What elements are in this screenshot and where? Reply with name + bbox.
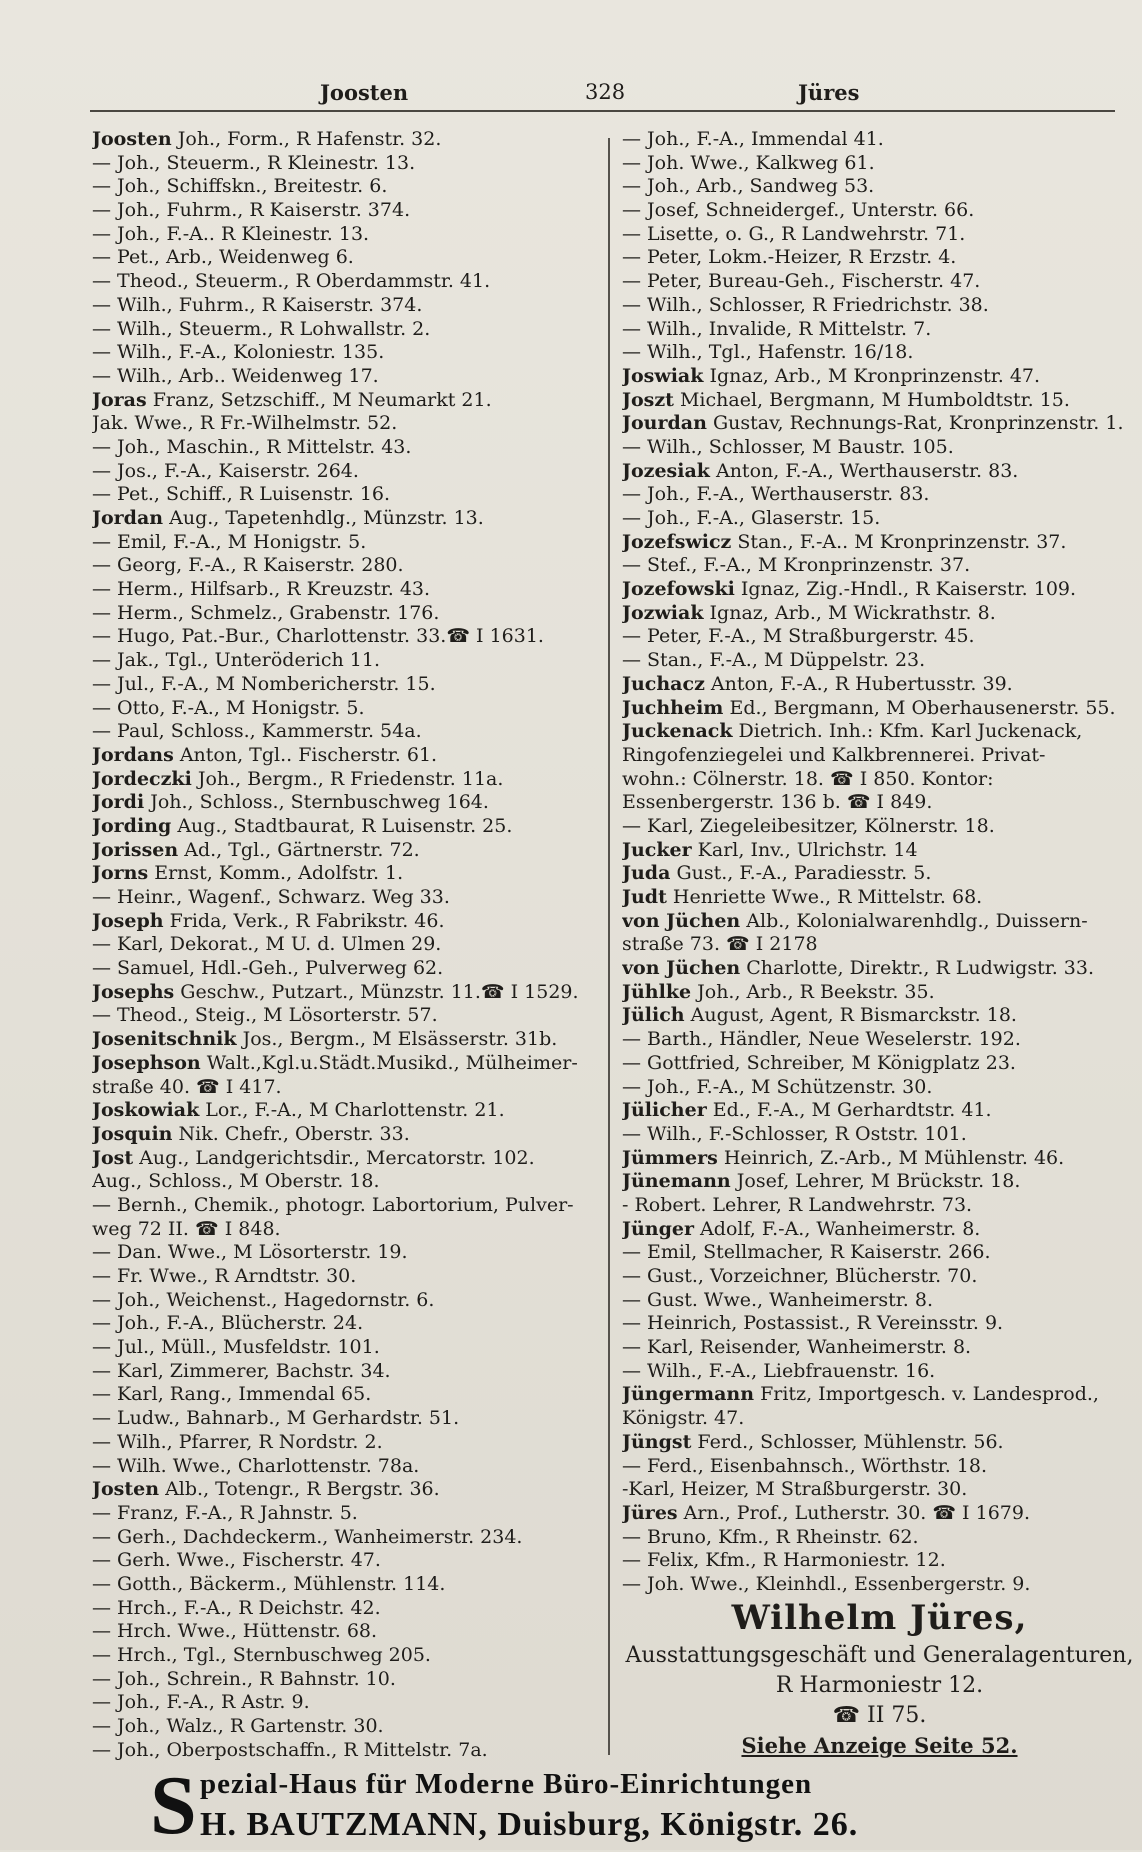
page-header xyxy=(0,80,1142,120)
banner-initial: S xyxy=(150,1759,197,1852)
directory-entry: — Samuel, Hdl.-Geh., Pulverweg 62. xyxy=(92,957,444,980)
directory-entry: — Wilh., Invalide, R Mittelstr. 7. xyxy=(622,317,932,340)
directory-entry: — Karl, Rang., Immendal 65. xyxy=(92,1383,372,1406)
directory-entry: Jozefowski Ignaz, Zig.-Hndl., R Kaiserstr. 109. xyxy=(622,578,1077,601)
directory-entry: — Joh., F.-A., M Schützenstr. 30. xyxy=(622,1075,933,1098)
directory-entry: -Karl, Heizer, M Straßburgerstr. 30. xyxy=(622,1478,968,1501)
directory-entry: Joszt Michael, Bergmann, M Humboldtstr. 15. xyxy=(622,388,1070,411)
directory-entry: Judt Henriette Wwe., R Mittelstr. 68. xyxy=(622,886,983,908)
directory-entry: Jozwiak Ignaz, Arb., M Wickrathstr. 8. xyxy=(622,601,996,624)
banner-line2: H. BAUTZMANN, Duisburg, Königstr. 26. xyxy=(200,1806,859,1843)
directory-entry: — Heinr., Wagenf., Schwarz. Weg 33. xyxy=(92,886,450,908)
directory-entry: Jüngst Ferd., Schlosser, Mühlenstr. 56. xyxy=(622,1430,1004,1453)
directory-entry: — Georg, F.-A., R Kaiserstr. 280. xyxy=(92,554,404,577)
directory-entry: — Hrch. Wwe., Hüttenstr. 68. xyxy=(92,1620,378,1643)
directory-entry: — Wilh., Arb.. Weidenweg 17. xyxy=(92,364,379,387)
directory-entry: Jülicher Ed., F.-A., M Gerhardtstr. 41. xyxy=(622,1099,992,1122)
directory-entry: — Karl, Reisender, Wanheimerstr. 8. xyxy=(622,1336,972,1359)
directory-entry: Jordan Aug., Tapetenhdlg., Münzstr. 13. xyxy=(92,507,484,529)
advertisement xyxy=(622,1595,1137,1761)
directory-entry: — Pet., Schiff., R Luisenstr. 16. xyxy=(92,483,391,506)
directory-entry: Jozefswicz Stan., F.-A.. M Kronprinzenstr. 37. xyxy=(622,530,1067,553)
directory-entry: Joskowiak Lor., F.-A., M Charlottenstr. 21. xyxy=(92,1099,505,1122)
directory-entry: — Dan. Wwe., M Lösorterstr. 19. xyxy=(92,1241,408,1264)
directory-entry: — Peter, Lokm.-Heizer, R Erzstr. 4. xyxy=(622,246,957,269)
column-divider xyxy=(608,138,610,1755)
directory-entry: — Karl, Dekorat., M U. d. Ulmen 29. xyxy=(92,933,442,956)
directory-entry: von Jüchen Charlotte, Direktr., R Ludwigstr. 33. xyxy=(622,957,1095,980)
directory-entry: Jordans Anton, Tgl.. Fischerstr. 61. xyxy=(92,743,438,766)
directory-entry: — Wilh., F.-Schlosser, R Oststr. 101. xyxy=(622,1122,967,1145)
directory-entry: Ringofenziegelei und Kalkbrennerei. Privat- xyxy=(622,743,1046,766)
directory-entry: — Barth., Händler, Neue Weselerstr. 192. xyxy=(622,1028,1021,1051)
directory-entry: — Wilh., F.-A., Liebfrauenstr. 16. xyxy=(622,1359,936,1382)
directory-entry: — Jul., Müll., Musfeldstr. 101. xyxy=(92,1336,380,1359)
directory-entry: — Emil, F.-A., M Honigstr. 5. xyxy=(92,530,367,553)
directory-entry: Jost Aug., Landgerichtsdir., Mercatorstr. 102. xyxy=(92,1146,535,1169)
left-column xyxy=(92,128,600,1762)
header-right-keyword: Jüres xyxy=(798,80,860,105)
directory-entry: — Hugo, Pat.-Bur., Charlottenstr. 33.☎ I 1631. xyxy=(92,625,544,648)
directory-entry: — Ferd., Eisenbahnsch., Wörthstr. 18. xyxy=(622,1454,987,1477)
directory-entry: — Wilh., Pfarrer, R Nordstr. 2. xyxy=(92,1430,383,1453)
directory-entry: — Wilh., Steuerm., R Lohwallstr. 2. xyxy=(92,317,431,340)
directory-entry: — Lisette, o. G., R Landwehrstr. 71. xyxy=(622,222,966,245)
directory-entry: — Pet., Arb., Weidenweg 6. xyxy=(92,246,354,269)
directory-entry: — Felix, Kfm., R Harmoniestr. 12. xyxy=(622,1549,946,1572)
directory-entry: Josephs Geschw., Putzart., Münzstr. 11.☎ I 1529. xyxy=(92,980,579,1003)
directory-entry: straße 73. ☎ I 2178 xyxy=(622,933,818,956)
directory-entry: — Gotth., Bäckerm., Mühlenstr. 114. xyxy=(92,1572,446,1595)
header-rule xyxy=(90,110,1115,112)
directory-entry: Jordeczki Joh., Bergm., R Friedenstr. 11a. xyxy=(92,767,504,790)
directory-entry: Juchacz Anton, F.-A., R Hubertusstr. 39. xyxy=(622,672,1013,695)
directory-entry: — Fr. Wwe., R Arndtstr. 30. xyxy=(92,1265,357,1287)
directory-entry: Königstr. 47. xyxy=(622,1407,745,1430)
directory-entry: — Gust., Vorzeichner, Blücherstr. 70. xyxy=(622,1265,978,1287)
directory-entry: — Gerh. Wwe., Fischerstr. 47. xyxy=(92,1549,381,1572)
directory-entry: Jourdan Gustav, Rechnungs-Rat, Kronprinzenstr. 1. xyxy=(622,412,1124,435)
directory-entry: Jorissen Ad., Tgl., Gärtnerstr. 72. xyxy=(92,838,420,861)
header-left-keyword: Joosten xyxy=(320,80,409,105)
directory-entry: — Wilh., Schlosser, R Friedrichstr. 38. xyxy=(622,293,989,316)
directory-entry: — Wilh., Schlosser, M Baustr. 105. xyxy=(622,435,954,458)
directory-entry: Joras Franz, Setzschiff., M Neumarkt 21. xyxy=(92,388,492,411)
directory-entry: Aug., Schloss., M Oberstr. 18. xyxy=(92,1170,380,1193)
directory-entry: — Hrch., Tgl., Sternbuschweg 205. xyxy=(92,1644,431,1666)
directory-entry: — Joh., Arb., Sandweg 53. xyxy=(622,175,875,198)
directory-entry: - Robert. Lehrer, R Landwehrstr. 73. xyxy=(622,1193,973,1216)
directory-entry: Jordi Joh., Schloss., Sternbuschweg 164. xyxy=(92,791,489,814)
directory-entry: Jünger Adolf, F.-A., Wanheimerstr. 8. xyxy=(622,1217,981,1240)
directory-entry: — Emil, Stellmacher, R Kaiserstr. 266. xyxy=(622,1241,991,1264)
directory-entry: — Jak., Tgl., Unteröderich 11. xyxy=(92,649,380,672)
directory-entry: — Joh., F.-A., Glaserstr. 15. xyxy=(622,507,881,529)
directory-entry: — Wilh., Fuhrm., R Kaiserstr. 374. xyxy=(92,293,423,316)
directory-entry: Jünemann Josef, Lehrer, M Brückstr. 18. xyxy=(622,1170,1021,1193)
directory-entry: — Joh., Maschin., R Mittelstr. 43. xyxy=(92,435,412,458)
directory-entry: Jühlke Joh., Arb., R Beekstr. 35. xyxy=(622,980,935,1003)
directory-entry: Josephson Walt.,Kgl.u.Städt.Musikd., Mülheimer- xyxy=(92,1051,578,1074)
directory-entry: Jording Aug., Stadtbaurat, R Luisenstr. 25. xyxy=(92,814,513,837)
directory-entry: — Gust. Wwe., Wanheimerstr. 8. xyxy=(622,1288,934,1311)
directory-entry: — Bernh., Chemik., photogr. Labortorium, Pulver- xyxy=(92,1193,574,1216)
directory-entry: — Joh., Walz., R Gartenstr. 30. xyxy=(92,1715,384,1738)
directory-entry: Juckenack Dietrich. Inh.: Kfm. Karl Juckenack, xyxy=(622,720,1083,743)
directory-entry: — Joh., Schiffskn., Breitestr. 6. xyxy=(92,175,388,198)
page-number: 328 xyxy=(585,80,626,104)
ad-name: Wilhelm Jüres, xyxy=(731,1598,1028,1638)
directory-entry: — Wilh. Wwe., Charlottenstr. 78a. xyxy=(92,1454,420,1477)
directory-entry: — Ludw., Bahnarb., M Gerhardstr. 51. xyxy=(92,1407,460,1430)
directory-entry: — Joh., Steuerm., R Kleinestr. 13. xyxy=(92,151,416,174)
ad-phone: ☎ II 75. xyxy=(832,1703,927,1728)
directory-entry: — Paul, Schloss., Kammerstr. 54a. xyxy=(92,720,422,743)
directory-entry: von Jüchen Alb., Kolonialwarenhdlg., Duissern- xyxy=(622,909,1088,932)
directory-entry: Josten Alb., Totengr., R Bergstr. 36. xyxy=(92,1478,440,1501)
directory-entry: — Joh., F.-A.. R Kleinestr. 13. xyxy=(92,222,370,245)
directory-entry: — Franz, F.-A., R Jahnstr. 5. xyxy=(92,1501,358,1524)
directory-entry: — Joh., Schrein., R Bahnstr. 10. xyxy=(92,1667,396,1690)
ad-business: Ausstattungsgeschäft und Generalagenturen, xyxy=(625,1643,1134,1668)
directory-entry: Josenitschnik Jos., Bergm., M Elsässerstr. 31b. xyxy=(92,1028,558,1051)
directory-entry: — Joh., Fuhrm., R Kaiserstr. 374. xyxy=(92,199,411,222)
directory-entry: Jümmers Heinrich, Z.-Arb., M Mühlenstr. 46. xyxy=(622,1146,1065,1169)
directory-entry: Joosten Joh., Form., R Hafenstr. 32. xyxy=(92,128,442,150)
directory-entry: Juda Gust., F.-A., Paradiesstr. 5. xyxy=(622,862,932,885)
directory-entry: — Joh., F.-A., Blücherstr. 24. xyxy=(92,1312,364,1335)
directory-entry: — Peter, Bureau-Geh., Fischerstr. 47. xyxy=(622,270,981,293)
directory-entry: Joswiak Ignaz, Arb., M Kronprinzenstr. 47. xyxy=(622,364,1041,387)
directory-entry: — Bruno, Kfm., R Rheinstr. 62. xyxy=(622,1525,919,1548)
banner-line1: pezial-Haus für Moderne Büro-Einrichtungen xyxy=(200,1768,813,1800)
directory-entry: Jüres Arn., Prof., Lutherstr. 30. ☎ I 1679. xyxy=(622,1501,1030,1524)
directory-entry: — Otto, F.-A., M Honigstr. 5. xyxy=(92,696,365,719)
footer-banner xyxy=(150,1759,1142,1852)
directory-entry: — Jul., F.-A., M Nombericherstr. 15. xyxy=(92,672,436,695)
directory-entry: — Stan., F.-A., M Düppelstr. 23. xyxy=(622,649,926,672)
directory-entry: Jucker Karl, Inv., Ulrichstr. 14 xyxy=(622,838,918,861)
directory-entry: — Wilh., F.-A., Koloniestr. 135. xyxy=(92,341,385,364)
directory-entry: — Josef, Schneidergef., Unterstr. 66. xyxy=(622,199,975,222)
directory-entry: — Karl, Ziegeleibesitzer, Kölnerstr. 18. xyxy=(622,814,995,837)
directory-entry: — Peter, F.-A., M Straßburgerstr. 45. xyxy=(622,625,975,648)
directory-entry: Jülich August, Agent, R Bismarckstr. 18. xyxy=(622,1004,1017,1027)
ad-address: R Harmoniestr 12. xyxy=(775,1673,984,1698)
directory-entry: Juchheim Ed., Bergmann, M Oberhausenerstr. 55. xyxy=(622,696,1116,719)
directory-entry: — Theod., Steuerm., R Oberdammstr. 41. xyxy=(92,270,491,293)
directory-entry: — Joh. Wwe., Kleinhdl., Essenbergerstr. 9. xyxy=(622,1572,1031,1595)
directory-entry: Jozesiak Anton, F.-A., Werthauserstr. 83. xyxy=(622,459,1019,482)
directory-entry: — Theod., Steig., M Lösorterstr. 57. xyxy=(92,1004,438,1027)
directory-entry: — Herm., Hilfsarb., R Kreuzstr. 43. xyxy=(92,578,431,601)
directory-entry: — Joh., Weichenst., Hagedornstr. 6. xyxy=(92,1288,435,1311)
directory-entry: Jorns Ernst, Komm., Adolfstr. 1. xyxy=(92,862,404,885)
directory-entry: Joseph Frida, Verk., R Fabrikstr. 46. xyxy=(92,909,445,932)
directory-entry: Josquin Nik. Chefr., Oberstr. 33. xyxy=(92,1122,410,1145)
right-column xyxy=(622,128,1134,1597)
directory-entry: Jüngermann Fritz, Importgesch. v. Landesprod., xyxy=(622,1383,1099,1406)
directory-entry: — Joh., Oberpostschaffn., R Mittelstr. 7a. xyxy=(92,1738,488,1761)
directory-entry: Jak. Wwe., R Fr.-Wilhelmstr. 52. xyxy=(92,412,398,435)
directory-entry: — Heinrich, Postassist., R Vereinsstr. 9. xyxy=(622,1312,1004,1335)
directory-entry: — Gerh., Dachdeckerm., Wanheimerstr. 234. xyxy=(92,1525,523,1548)
directory-entry: Essenbergerstr. 136 b. ☎ I 849. xyxy=(622,791,933,814)
directory-entry: — Jos., F.-A., Kaiserstr. 264. xyxy=(92,459,359,482)
directory-entry: wohn.: Cölnerstr. 18. ☎ I 850. Kontor: xyxy=(622,767,994,790)
directory-entry: straße 40. ☎ I 417. xyxy=(92,1075,282,1098)
directory-entry: — Joh., F.-A., Werthauserstr. 83. xyxy=(622,483,930,506)
directory-entry: — Karl, Zimmerer, Bachstr. 34. xyxy=(92,1359,391,1382)
directory-entry: — Joh., F.-A., R Astr. 9. xyxy=(92,1691,310,1714)
directory-entry: — Stef., F.-A., M Kronprinzenstr. 37. xyxy=(622,554,971,577)
directory-entry: — Herm., Schmelz., Grabenstr. 176. xyxy=(92,601,440,624)
directory-entry: — Wilh., Tgl., Hafenstr. 16/18. xyxy=(622,341,914,364)
directory-entry: — Hrch., F.-A., R Deichstr. 42. xyxy=(92,1596,381,1619)
directory-entry: — Joh., F.-A., Immendal 41. xyxy=(622,128,884,150)
directory-entry: — Joh. Wwe., Kalkweg 61. xyxy=(622,151,875,174)
ad-see-reference: Siehe Anzeige Seite 52. xyxy=(741,1733,1018,1758)
directory-entry: weg 72 II. ☎ I 848. xyxy=(92,1217,281,1240)
directory-entry: — Gottfried, Schreiber, M Königplatz 23. xyxy=(622,1051,1016,1074)
